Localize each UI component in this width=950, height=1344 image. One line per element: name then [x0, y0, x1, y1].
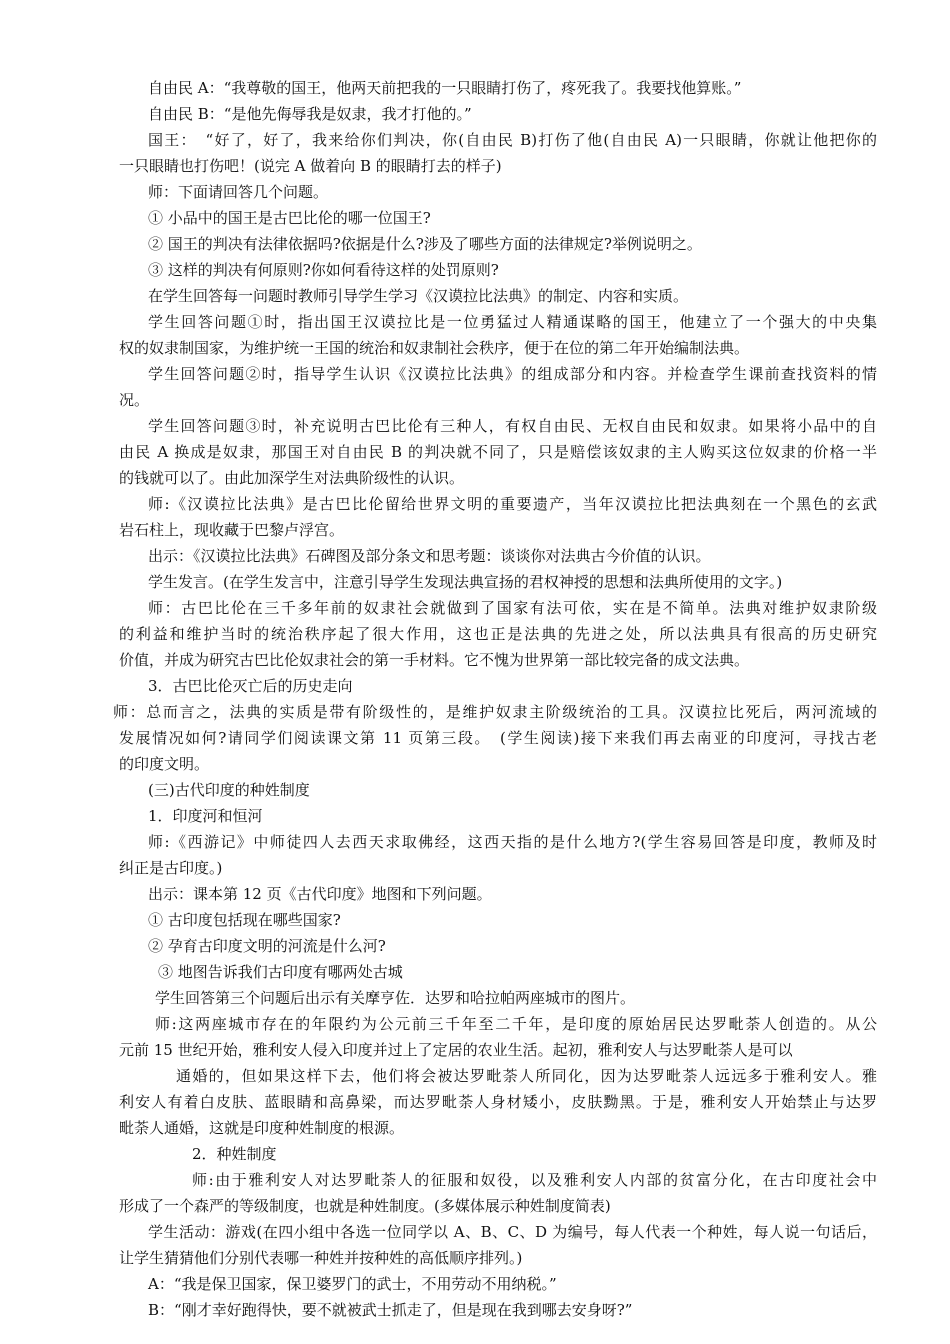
paragraph-line: 学生回答问题②时，指导学生认识《汉谟拉比法典》的组成部分和内容。并检查学生课前查找资料的情 [148, 365, 877, 383]
paragraph-line: 的印度文明。 [119, 755, 210, 773]
paragraph-line: 出示：课本第 12 页《古代印度》地图和下列问题。 [148, 885, 492, 903]
dialogue-freeman-b: 自由民 B：“是他先侮辱我是奴隶，我才打他的。” [148, 105, 472, 123]
paragraph-line: 纠正是古印度。) [119, 859, 223, 877]
paragraph-line: 师：古巴比伦在三千多年前的奴隶社会就做到了国家有法可依，实在是不简单。法典对维护奴隶阶级 [148, 599, 877, 617]
paragraph-line: 的钱就可以了。由此加深学生对法典阶级性的认识。 [119, 469, 465, 487]
paragraph-line: 的利益和维护当时的统治秩序起了很大作用，这也正是法典的先进之处，所以法典具有很高的历史研究 [119, 625, 877, 643]
paragraph-line: 发展情况如何?请同学们阅读课文第 11 页第三段。 (学生阅读)接下来我们再去南亚的印度河，寻找古老 [119, 729, 877, 747]
question-1: ① 古印度包括现在哪些国家? [148, 911, 341, 929]
question-1: ① 小品中的国王是古巴比伦的哪一位国王? [148, 209, 431, 227]
paragraph-line: 况。 [119, 391, 150, 409]
question-2: ② 孕育古印度文明的河流是什么河? [148, 937, 386, 955]
paragraph-line: 师:这两座城市存在的年限约为公元前三千年至二千年，是印度的原始居民达罗毗荼人创造的。从公 [155, 1015, 877, 1033]
paragraph-line: 学生发言。(在学生发言中，注意引导学生发现法典宣扬的君权神授的思想和法典所使用的文字。) [148, 573, 783, 591]
paragraph-line: 通婚的，但如果这样下去，他们将会被达罗毗荼人所同化，因为达罗毗荼人远远多于雅利安人。雅 [176, 1067, 877, 1085]
paragraph-line: 由民 A 换成是奴隶，那国王对自由民 B 的判决就不同了，只是赔偿该奴隶的主人购买这位奴隶的价格一半 [119, 443, 877, 461]
section-heading-3: 3．古巴比伦灭亡后的历史走向 [148, 677, 353, 695]
paragraph-line: 师:《西游记》中师徒四人去西天求取佛经，这西天指的是什么地方?(学生容易回答是印度，教师及时 [148, 833, 877, 851]
paragraph-line: 学生活动：游戏(在四小组中各选一位同学以 A、B、C、D 为编号，每人代表一个种姓，每人说一句话后， [148, 1223, 877, 1241]
section-heading-india: (三)古代印度的种姓制度 [148, 781, 310, 799]
dialogue-b: B：“刚才幸好跑得快，要不就被武士抓走了，但是现在我到哪去安身呀?” [148, 1301, 633, 1319]
paragraph-line: 让学生猜猜他们分别代表哪一种姓并按种姓的高低顺序排列。) [119, 1249, 523, 1267]
dialogue-king: 国王： “好了，好了，我来给你们判决，你(自由民 B)打伤了他(自由民 A)一只眼睛，你就让他把你的 [148, 131, 877, 149]
paragraph-line: 师：总而言之，法典的实质是带有阶级性的，是维护奴隶主阶级统治的工具。汉谟拉比死后，两河流域的 [113, 703, 877, 721]
paragraph-line: 岩石柱上，现收藏于巴黎卢浮宫。 [119, 521, 345, 539]
paragraph-line: 学生回答问题①时，指出国王汉谟拉比是一位勇猛过人精通谋略的国王，他建立了一个强大的中央集 [148, 313, 877, 331]
subheading-caste: 2．种姓制度 [192, 1145, 277, 1163]
subheading-rivers: 1．印度河和恒河 [148, 807, 263, 825]
paragraph-line: 利安人有着白皮肤、蓝眼睛和高鼻梁，而达罗毗荼人身材矮小，皮肤黝黑。于是，雅利安人开始禁止与达罗 [119, 1093, 877, 1111]
teacher-questions-intro: 师：下面请回答几个问题。 [148, 183, 329, 201]
question-3: ③ 地图告诉我们古印度有哪两处古城 [158, 963, 403, 981]
paragraph-line: 在学生回答每一问题时教师引导学生学习《汉谟拉比法典》的制定、内容和实质。 [148, 287, 689, 305]
dialogue-freeman-a: 自由民 A：“我尊敬的国王，他两天前把我的一只眼睛打伤了，疼死我了。我要找他算账。” [148, 79, 742, 97]
paragraph-line: 毗荼人通婚，这就是印度种姓制度的根源。 [119, 1119, 405, 1137]
question-2: ② 国王的判决有法律依据吗?依据是什么?涉及了哪些方面的法律规定?举例说明之。 [148, 235, 702, 253]
paragraph-line: 师:《汉谟拉比法典》是古巴比伦留给世界文明的重要遗产，当年汉谟拉比把法典刻在一个黑色的玄武 [148, 495, 877, 513]
paragraph-line: 形成了一个森严的等级制度，也就是种姓制度。(多媒体展示种姓制度简表) [119, 1197, 611, 1215]
question-3: ③ 这样的判决有何原则?你如何看待这样的处罚原则? [148, 261, 499, 279]
paragraph-line: 学生回答问题③时，补充说明古巴比伦有三种人，有权自由民、无权自由民和奴隶。如果将小品中的自 [148, 417, 877, 435]
paragraph-line: 出示：《汉谟拉比法典》石碑图及部分条文和思考题：谈谈你对法典古今价值的认识。 [148, 547, 711, 565]
dialogue-a: A：“我是保卫国家，保卫婆罗门的武士，不用劳动不用纳税。” [148, 1275, 557, 1293]
paragraph-line: 价值，并成为研究古巴比伦奴隶社会的第一手材料。它不愧为世界第一部比较完备的成文法典。 [119, 651, 750, 669]
paragraph-line: 学生回答第三个问题后出示有关摩亨佐．达罗和哈拉帕两座城市的图片。 [155, 989, 636, 1007]
dialogue-king-cont: 一只眼睛也打伤吧！(说完 A 做着向 B 的眼睛打去的样子) [119, 157, 502, 175]
paragraph-line: 师:由于雅利安人对达罗毗荼人的征服和奴役，以及雅利安人内部的贫富分化，在古印度社会中 [192, 1171, 877, 1189]
paragraph-line: 元前 15 世纪开始，雅利安人侵入印度并过上了定居的农业生活。起初，雅利安人与达罗毗荼人是可以 [119, 1041, 793, 1059]
paragraph-line: 权的奴隶制国家，为维护统一王国的统治和奴隶制社会秩序，便于在位的第二年开始编制法典。 [119, 339, 750, 357]
